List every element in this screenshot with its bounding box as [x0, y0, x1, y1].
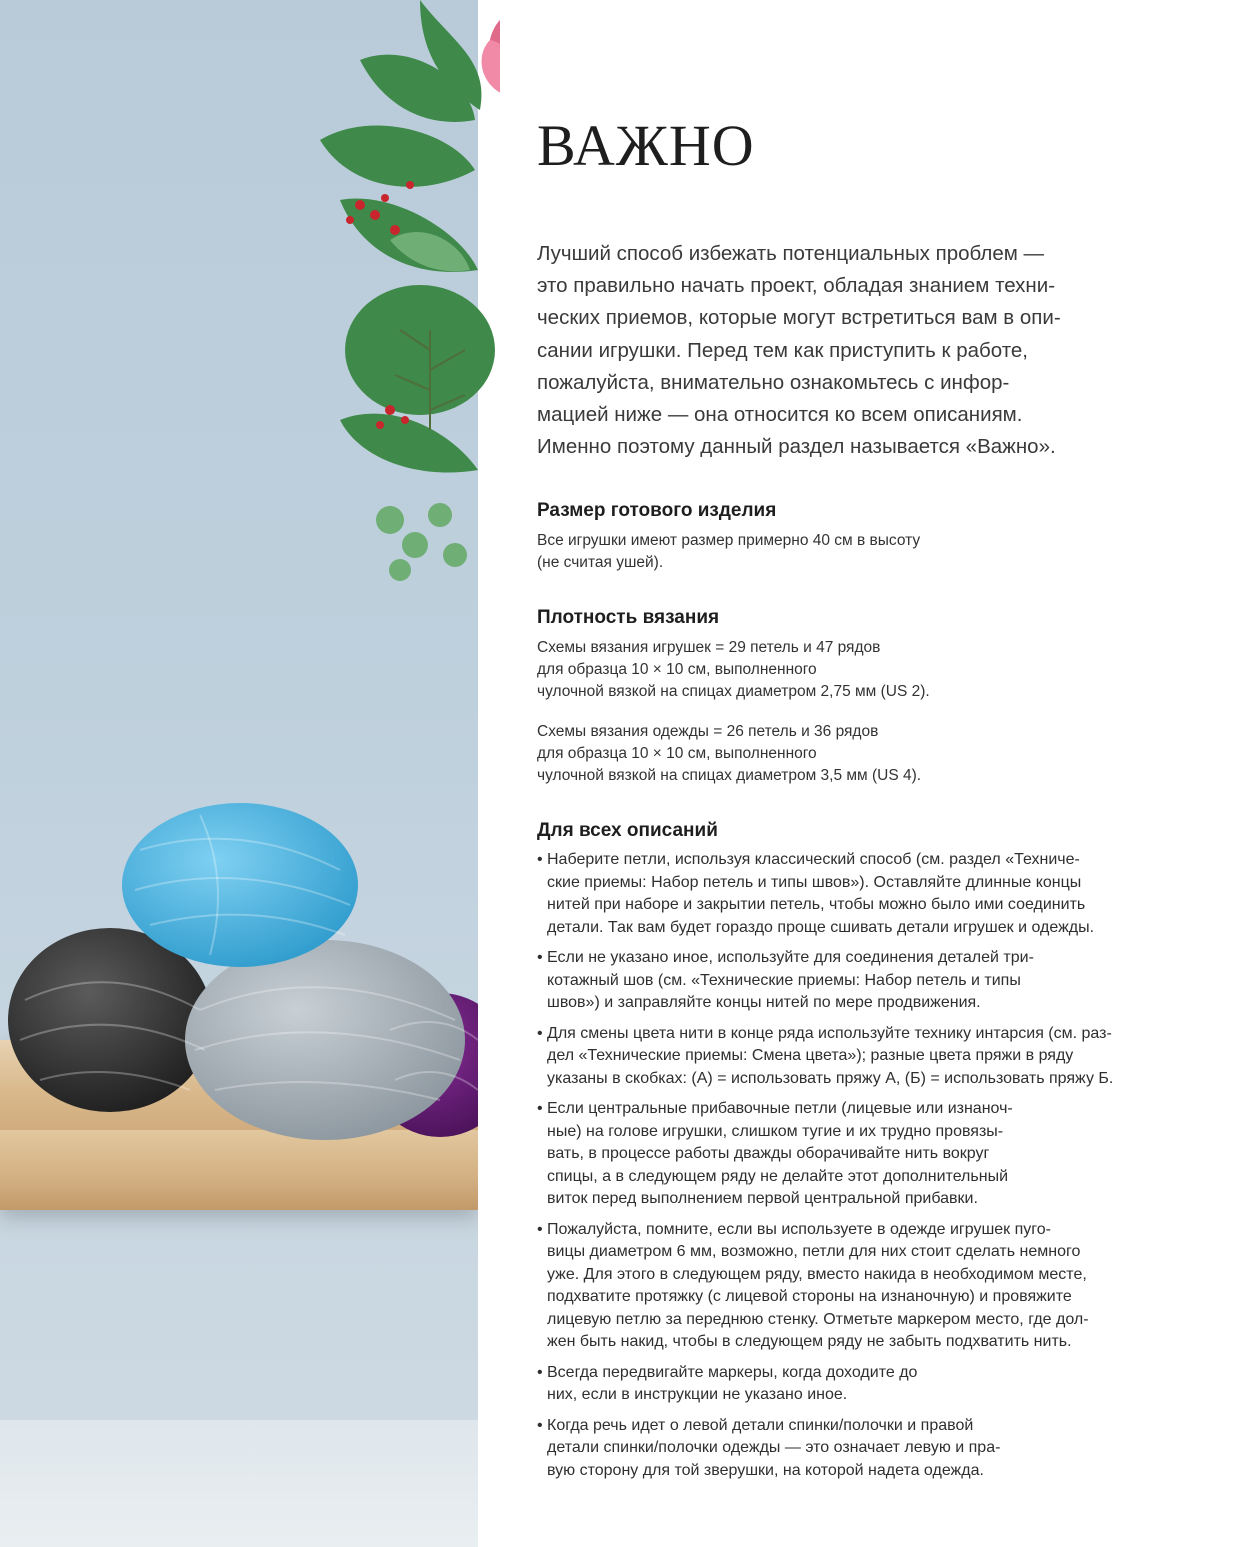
bullet-line: нитей при наборе и закрытии петель, чтобы можно было ими соединить	[547, 896, 1086, 913]
bullet-item	[537, 1023, 1177, 1091]
bullet-line: Если центральные прибавочные петли (лицевые или изнаноч-	[547, 1100, 1013, 1117]
intro-line: Именно поэтому данный раздел называется «Важно».	[537, 435, 1056, 459]
bullet-line: спицы, а в следующем ряду не делайте этот дополнительный	[547, 1167, 1008, 1185]
intro-line: мацией ниже — она относится ко всем описаниям.	[537, 403, 1023, 427]
all-patterns-heading: Для всех описаний	[537, 820, 718, 841]
bullet-item	[537, 1219, 1177, 1354]
bullet-line: подхватите протяжку (с лицевой стороны на изнаночную) и провяжите	[547, 1288, 1072, 1305]
bullet-line: виток перед выполнением первой центральной прибавки.	[547, 1190, 978, 1207]
bullet-line: швов») и заправляйте концы нитей по мере продвижения.	[547, 994, 981, 1011]
bullet-line: Когда речь идет о левой детали спинки/полочки и правой	[547, 1416, 974, 1434]
bullet-line: Пожалуйста, помните, если вы используете в одежде игрушек пуго-	[547, 1220, 1051, 1238]
eucalyptus-leaf-icon	[402, 532, 428, 558]
bullet-line: дел «Технические приемы: Смена цвета»); разные цвета пряжи в ряду	[547, 1047, 1074, 1064]
size-heading: Размер готового изделия	[537, 500, 777, 521]
bullet-line: вицы диаметром 6 мм, возможно, петли для них стоит сделать немного	[547, 1243, 1081, 1260]
bullet-line: жен быть накид, чтобы в следующем ряду не забыть подхватить нить.	[547, 1333, 1072, 1350]
bullet-line: указаны в скобках: (А) = использовать пряжу А, (Б) = использовать пряжу Б.	[547, 1069, 1114, 1087]
bullet-line: Наберите петли, используя классический способ (см. раздел «Техниче-	[547, 851, 1080, 868]
intro-line: ческих приемов, которые могут встретиться вам в опи-	[537, 306, 1061, 330]
floral-decoration	[300, 0, 500, 590]
bullet-line: ные) на голове игрушки, слишком тугие и их трудно провязы-	[547, 1122, 1004, 1140]
bullet-icon: •	[537, 851, 543, 868]
bullet-line: Если не указано иное, используйте для соединения деталей три-	[547, 949, 1034, 966]
eucalyptus-leaf-icon	[376, 506, 404, 534]
eucalyptus-leaf-icon	[428, 503, 452, 527]
bullet-line: ские приемы: Набор петель и типы швов»). Оставляйте длинные концы	[547, 873, 1082, 891]
leaf-icon	[320, 126, 475, 187]
bullet-line: Для смены цвета нити в конце ряда используйте технику интарсия (см. раз-	[547, 1024, 1112, 1042]
bullet-icon: •	[537, 1363, 543, 1381]
bullet-line: них, если в инструкции не указано иное.	[547, 1386, 848, 1403]
size-text	[537, 530, 1137, 574]
eucalyptus-leaf-icon	[443, 543, 467, 567]
bullet-line: котажный шов (см. «Технические приемы: Набор петель и типы	[547, 971, 1021, 989]
bullet-line: Всегда передвигайте маркеры, когда доходите до	[547, 1363, 918, 1381]
bullet-line: детали спинки/полочки одежды — это означает левую и пра-	[547, 1439, 1001, 1456]
leaf-icon	[340, 414, 478, 473]
intro-paragraph	[537, 238, 1097, 463]
bullet-icon: •	[537, 949, 543, 966]
size-line: Все игрушки имеют размер примерно 40 см в высоту	[537, 532, 921, 549]
protea-flower-icon	[482, 20, 500, 95]
intro-line: сании игрушки. Перед тем как приступить к работе,	[537, 338, 1028, 362]
bullet-line: детали. Так вам будет гораздо проще сшивать детали игрушек и одежды.	[547, 918, 1095, 936]
gauge-line: Схемы вязания одежды = 26 петель и 36 рядов	[537, 723, 879, 740]
gauge-line: чулочной вязкой на спицах диаметром 2,75 мм (US 2).	[537, 683, 930, 700]
bullet-line: уже. Для этого в следующем ряду, вместо накида в необходимом месте,	[547, 1265, 1087, 1283]
bullet-icon: •	[537, 1024, 543, 1042]
page-title: ВАЖНО	[537, 113, 755, 178]
gauge-line: Схемы вязания игрушек = 29 петель и 47 рядов	[537, 639, 881, 656]
bullet-item	[537, 849, 1177, 939]
bullet-item	[537, 1362, 1177, 1407]
bullet-item	[537, 1415, 1177, 1483]
bullet-line: вать, в процессе работы дважды оборачивайте нить вокруг	[547, 1145, 990, 1162]
bullet-line: лицевую петлю за переднюю стенку. Отметьте маркером место, где дол-	[547, 1310, 1089, 1328]
gauge-toys-text	[537, 637, 1137, 703]
intro-line: пожалуйста, внимательно ознакомьтесь с инфор-	[537, 370, 1010, 394]
gauge-line: для образца 10 × 10 см, выполненного	[537, 661, 817, 678]
bullet-list	[537, 849, 1177, 1490]
monstera-leaf-icon	[345, 285, 495, 415]
intro-line: это правильно начать проект, обладая знанием техни-	[537, 274, 1056, 298]
size-line: (не считая ушей).	[537, 554, 664, 571]
gauge-heading: Плотность вязания	[537, 607, 720, 628]
bullet-icon: •	[537, 1416, 543, 1434]
eucalyptus-leaf-icon	[389, 559, 411, 581]
gray-yarn-ball	[185, 940, 465, 1140]
gauge-line: чулочной вязкой на спицах диаметром 3,5 мм (US 4).	[537, 767, 922, 784]
leaf-icon	[390, 232, 470, 271]
bullet-item	[537, 947, 1177, 1015]
bullet-line: вую сторону для той зверушки, на которой надета одежда.	[547, 1461, 984, 1479]
bullet-icon: •	[537, 1100, 543, 1117]
bullet-icon: •	[537, 1220, 543, 1238]
gauge-line: для образца 10 × 10 см, выполненного	[537, 745, 817, 762]
bullet-item	[537, 1098, 1177, 1211]
gauge-clothes-text	[537, 721, 1137, 787]
intro-line: Лучший способ избежать потенциальных проблем —	[537, 242, 1045, 265]
